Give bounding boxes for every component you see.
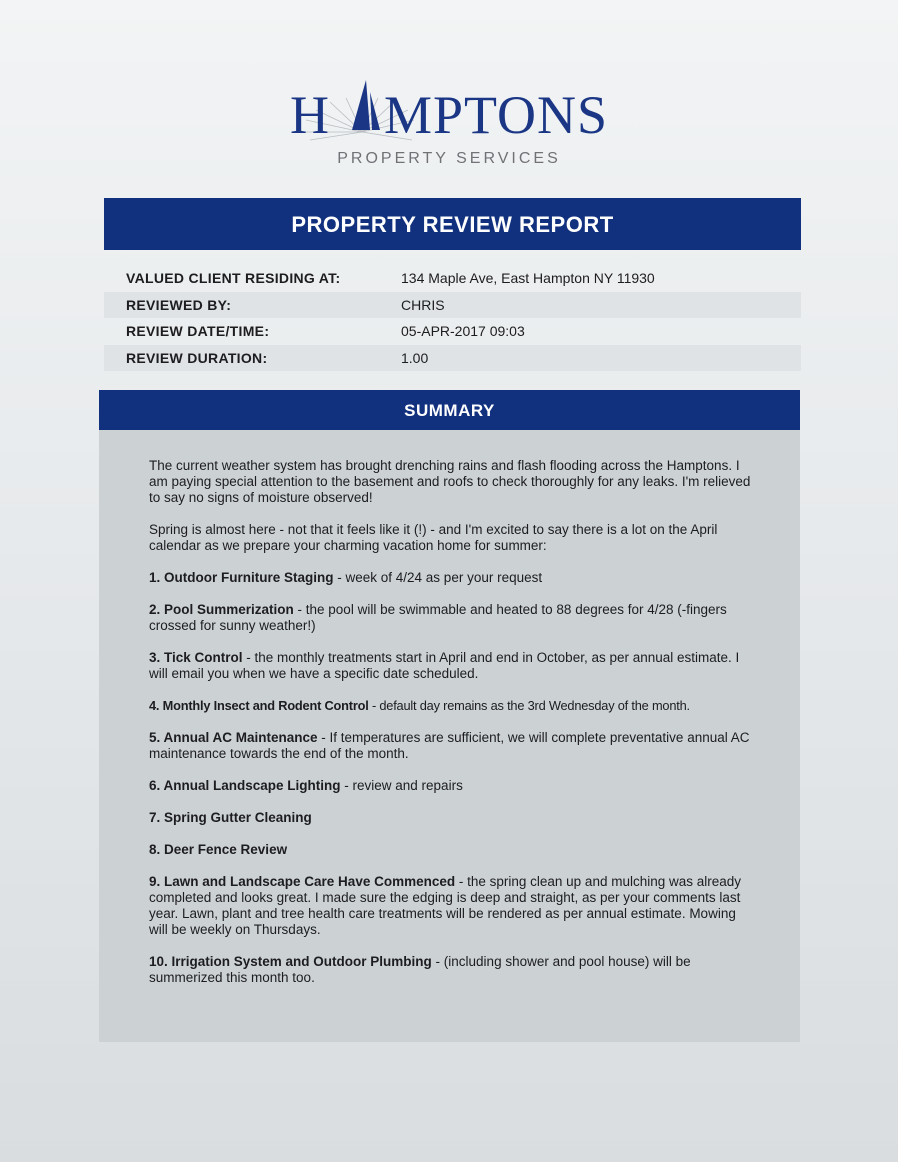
summary-item (149, 842, 758, 858)
summary-item (149, 730, 758, 762)
summary-item-text: - default day remains as the 3rd Wednesday of the month. (368, 698, 690, 713)
summary-item (149, 602, 758, 634)
summary-item-text: - the spring clean up and mulching was already completed and looks great. I made sure the edging is deep and straight, as per your comments last year. Lawn, plant and tree health care treatments will be rendered as per annual estimate. Mowing will be weekly on Thursdays. (149, 874, 742, 937)
summary-item-title: 6. Annual Landscape Lighting (149, 778, 341, 793)
info-label: REVIEW DURATION: (126, 349, 268, 366)
info-label: REVIEW DATE/TIME: (126, 323, 270, 340)
summary-intro-paragraph: The current weather system has brought drenching rains and flash flooding across the Hamptons. I am paying special attention to the basement and roofs to check thoroughly for any leaks. I'm relieved to say no signs of moisture observed! (149, 458, 751, 505)
info-label: REVIEWED BY: (126, 296, 232, 313)
summary-item-title: 7. Spring Gutter Cleaning (149, 810, 312, 825)
summary-item (149, 650, 758, 682)
summary-item-text: - review and repairs (340, 778, 463, 793)
info-row-reviewer (104, 292, 801, 319)
summary-item (149, 698, 758, 714)
summary-item-title: 5. Annual AC Maintenance (149, 730, 318, 745)
info-row-duration (104, 345, 801, 372)
summary-item-title: 10. Irrigation System and Outdoor Plumbing (149, 954, 432, 969)
summary-body (99, 430, 800, 1042)
info-row-datetime (104, 318, 801, 345)
logo-subtitle: PROPERTY SERVICES (337, 150, 561, 167)
info-value: 134 Maple Ave, East Hampton NY 11930 (401, 270, 655, 287)
client-info-table (104, 265, 801, 371)
summary-item-title: 1. Outdoor Furniture Staging (149, 570, 334, 585)
summary-item-title: 9. Lawn and Landscape Care Have Commenced (149, 874, 456, 889)
logo-wordmark (0, 84, 898, 146)
summary-item (149, 954, 758, 986)
summary-item-text: - the monthly treatments start in April and end in October, as per annual estimate. I will email you when we have a specific date scheduled. (149, 650, 740, 681)
summary-item-text: - week of 4/24 as per your request (333, 570, 543, 585)
summary-item-text: - (including shower and pool house) will be summerized this month too. (149, 954, 691, 985)
info-value: 05-APR-2017 09:03 (401, 323, 525, 340)
summary-item-title: 4. Monthly Insect and Rodent Control (149, 698, 369, 713)
summary-item (149, 778, 758, 794)
summary-item-text: - the pool will be swimmable and heated to 88 degrees for 4/28 (-fingers crossed for sunny weather!) (149, 602, 727, 633)
summary-item-title: 2. Pool Summerization (149, 602, 294, 617)
info-row-client (104, 265, 801, 292)
info-value: 1.00 (401, 349, 429, 366)
summary-heading: SUMMARY (99, 390, 800, 430)
summary-item-title: 3. Tick Control (149, 650, 243, 665)
summary-item (149, 570, 758, 586)
report-title: PROPERTY REVIEW REPORT (104, 198, 801, 250)
summary-item-text: - If temperatures are sufficient, we will complete preventative annual AC maintenance towards the end of the month. (149, 730, 750, 761)
summary-item (149, 874, 758, 938)
summary-item-title: 8. Deer Fence Review (149, 842, 288, 857)
company-logo (0, 70, 898, 180)
info-label: VALUED CLIENT RESIDING AT: (126, 270, 341, 287)
summary-item (149, 810, 758, 826)
logo-wordmark-rest: MPTONS (383, 85, 609, 145)
summary-intro-paragraph: Spring is almost here - not that it feels like it (!) - and I'm excited to say there is a lot on the April calendar as we prepare your charming vacation home for summer: (149, 522, 718, 553)
logo-wordmark-h: H (289, 85, 330, 145)
info-value: CHRIS (401, 296, 445, 313)
